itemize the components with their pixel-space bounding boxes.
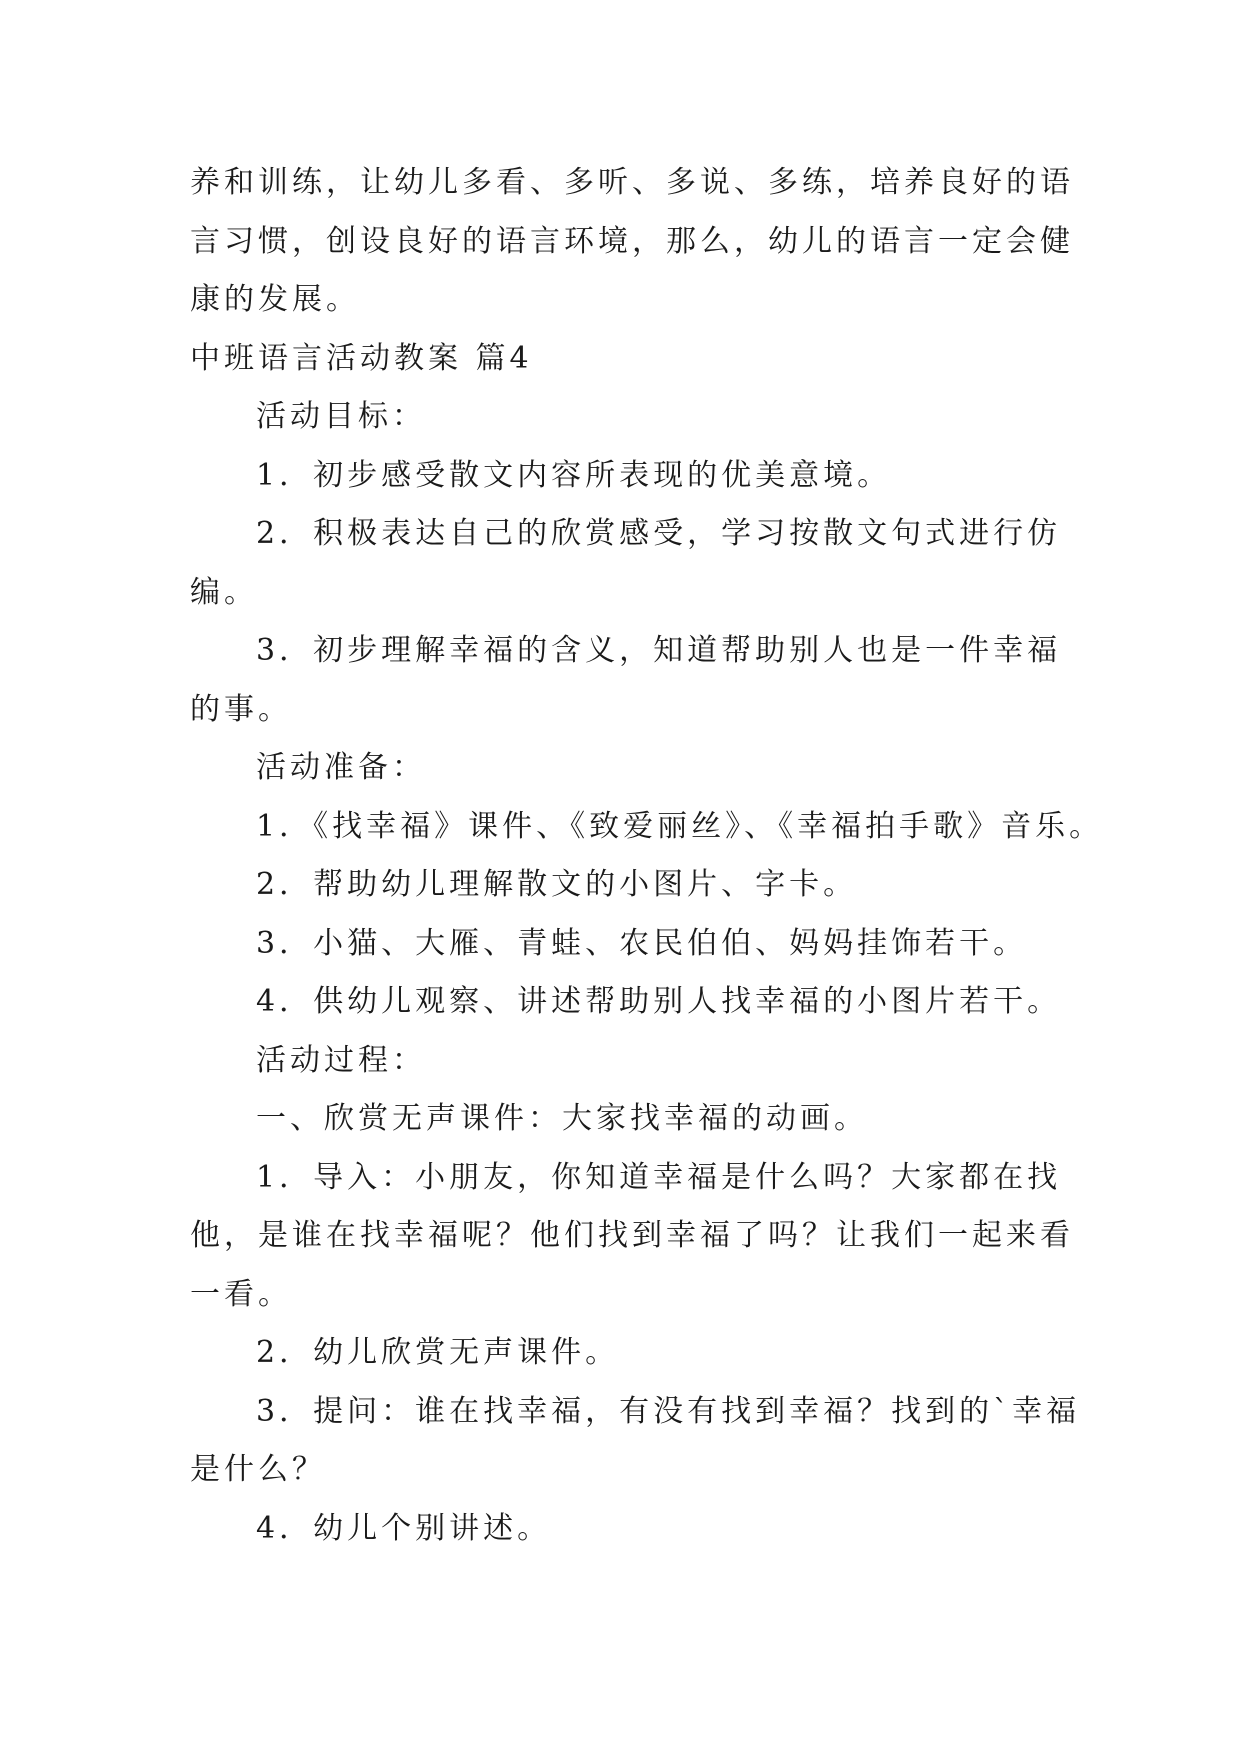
text-line: 3．初步理解幸福的含义，知道帮助别人也是一件幸福 [256, 633, 1062, 668]
text-line: 1．《找幸福》课件、《致爱丽丝》、《幸福拍手歌》音乐。 [256, 808, 1104, 844]
text-line: 3．提问：谁在找幸福，有没有找到幸福？找到的`幸福 [256, 1393, 1081, 1429]
text-line: 2．帮助幼儿理解散文的小图片、字卡。 [256, 867, 858, 902]
document-body [190, 154, 1104, 1558]
text-line: 活动准备： [256, 750, 426, 785]
text-line: 1．初步感受散文内容所表现的优美意境。 [256, 457, 892, 493]
text-line: 中班语言活动教案 篇4 [190, 340, 533, 376]
text-line: 2．幼儿欣赏无声课件。 [256, 1335, 620, 1370]
text-line: 4．供幼儿观察、讲述帮助别人找幸福的小图片若干。 [256, 984, 1062, 1019]
text-line: 他，是谁在找幸福呢？他们找到幸福了吗？让我们一起来看 [190, 1218, 1074, 1253]
text-line: 养和训练，让幼儿多看、多听、多说、多练，培养良好的语 [190, 165, 1074, 200]
text-line: 1．导入：小朋友，你知道幸福是什么吗？大家都在找 [256, 1159, 1062, 1195]
text-line: 康的发展。 [190, 282, 360, 317]
text-line: 一、欣赏无声课件：大家找幸福的动画。 [256, 1101, 868, 1136]
text-line: 2．积极表达自己的欣赏感受，学习按散文句式进行仿 [256, 516, 1062, 551]
text-line: 言习惯，创设良好的语言环境，那么，幼儿的语言一定会健 [190, 223, 1074, 259]
text-line: 4．幼儿个别讲述。 [256, 1510, 552, 1546]
text-line: 活动目标： [256, 399, 426, 434]
text-line: 一看。 [190, 1276, 292, 1312]
text-line: 是什么？ [190, 1452, 326, 1487]
text-line: 活动过程： [256, 1042, 426, 1078]
text-line: 3．小猫、大雁、青蛙、农民伯伯、妈妈挂饰若干。 [256, 925, 1028, 961]
text-line: 编。 [190, 574, 258, 610]
text-line: 的事。 [190, 691, 292, 727]
